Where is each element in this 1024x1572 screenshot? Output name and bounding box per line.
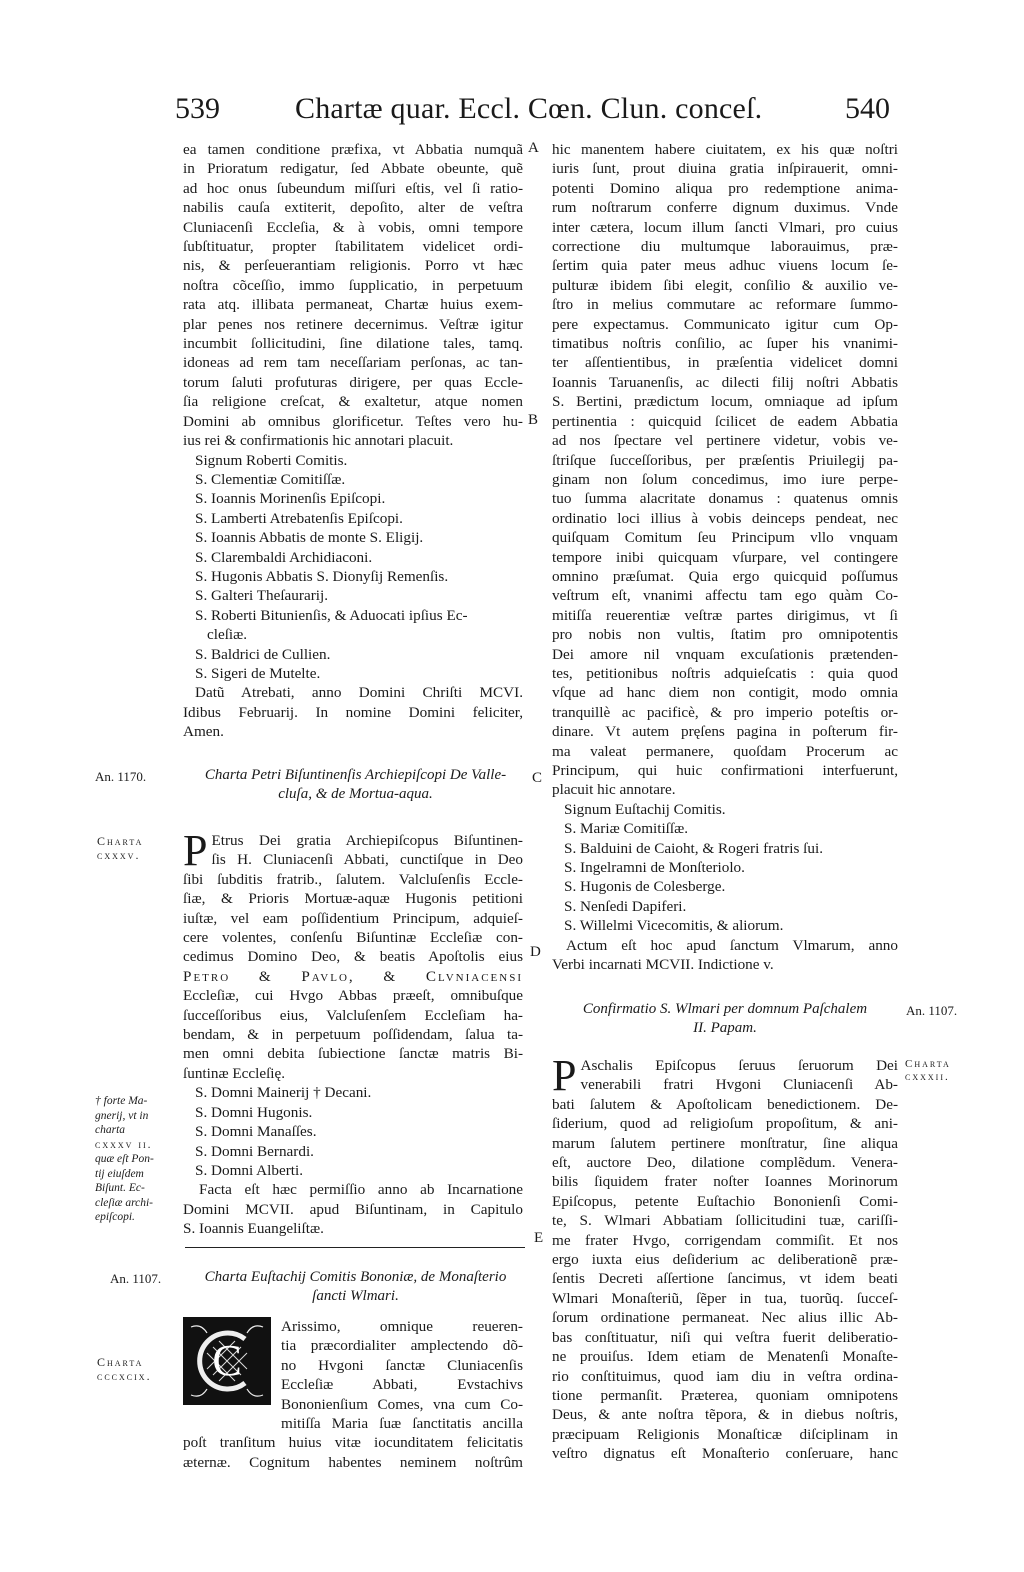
text-line: Eccleſiæ, cui Hvgo Abbas præeſt, omnibuſque: [183, 987, 523, 1005]
witness-line: S. Baldrici de Cullien.: [195, 645, 331, 663]
text-line: ſentis Decreti aſſertione ſancimus, vt idem beati: [552, 1270, 898, 1288]
heading-line: cluſa, & de Mortua-aqua.: [278, 786, 433, 802]
section-marker-c: C: [532, 770, 543, 786]
page-number-left: 539: [175, 92, 220, 125]
witness-line: S. Domni Hugonis.: [195, 1103, 313, 1121]
text-line: in Prioratum redigatur, ſed Abbate obeunte, quẽ: [183, 160, 523, 178]
footnote-line: charta: [95, 1124, 126, 1136]
footnote-line: cleſiæ archi-: [95, 1196, 154, 1209]
text-line: Ioannis Taruanenſis, ac dilecti filij noſtri Abbatis: [552, 373, 898, 391]
text-line: plar penes nos retinere decernimus. Veſtræ igitur: [183, 315, 523, 333]
margin-line: cxxxii.: [905, 1071, 950, 1083]
text-line: ne prouiſus. Idem etiam de Menatenſi Monaſte-: [552, 1348, 898, 1366]
text-line: cedimus Domino Deo, & beatis Apoſtolis eius: [183, 948, 523, 966]
text-line: poſt tranſitum huius vitæ iocunditatem felicitatis: [183, 1434, 523, 1452]
text-line: ſiderium, quod ad religioſum propoſitum, & ani-: [552, 1115, 898, 1133]
text-line: ſtriſque ſucceſſoribus, per præſentis Priuilegij pa-: [552, 451, 898, 469]
witness-line: S. Domni Alberti.: [195, 1161, 304, 1179]
right-paragraph-1: [552, 140, 898, 800]
charter-heading: [183, 1268, 528, 1306]
text-line: rata atq. illibata permaneat, Chartæ huius exem-: [183, 296, 523, 314]
left-paragraph-2: [183, 826, 523, 1239]
text-line: eſt, auctore Deo, dilatione complẽdum. Venera-: [552, 1154, 898, 1172]
text-line: bendam, & in perpetuum poſſidendam, ſalua ta-: [183, 1026, 523, 1044]
text-line: ergo iuxta eius deſiderium ac deliberationẽ præ-: [552, 1251, 898, 1269]
text-line: ter aſſentientibus, in præſentia videlicet domni: [552, 354, 898, 372]
margin-year: An. 1107.: [906, 1003, 958, 1018]
witness-line: S. Domni Manaſſes.: [195, 1123, 317, 1141]
margin-year: An. 1170.: [95, 769, 147, 784]
text-line: quiſquam Comitum ſeu Principum vllo vnquam: [552, 529, 898, 547]
text-line: Principum, qui huic confirmationi interfuerunt,: [552, 762, 898, 779]
footnote-line: cxxxv ii.: [95, 1138, 153, 1151]
footnote-line: quæ eſt Pon-: [95, 1153, 154, 1165]
text-line: omnino præſumat. Quia ergo quicquid poſſumus: [552, 567, 898, 585]
text-line: hic manentem habere ciuitatem, ex his quæ noſtri: [552, 141, 898, 158]
text-line: incumbit ſollicitudini, ſine dilatione tales, tamq.: [183, 335, 523, 353]
text-line: nis, & perſeuerantiam religionis. Porro vt hæc: [183, 257, 523, 275]
witness-line: S. Clarembaldi Archidiaconi.: [195, 548, 373, 566]
text-line: no Hvgoni ſanctæ Cluniacenſis: [281, 1356, 523, 1374]
text-line: ſtro in melius commutare ac reformare ſummo-: [552, 296, 898, 314]
text-line: tranquillè ac pacificè, & pro imperio poteſtis or-: [552, 703, 898, 721]
text-line: me frater Hvgo, corrigendam commiſit. Et nos: [552, 1231, 898, 1249]
footnote-margin: [95, 1094, 180, 1225]
text-line: ſibi ſubditis fratrib., ſalutem. Valcluſenſis Eccle-: [183, 870, 523, 888]
text-line: timatibus noſtris conſilio, ac ſuper his vnanimi-: [552, 335, 898, 353]
text-line: ius rei & confirmationis hic annotari placuit.: [183, 432, 454, 450]
text-line: æternæ. Cognitum habentes neminem noſtrûm: [183, 1453, 523, 1471]
text-line: venerabili fratri Hvgoni Cluniacenſi Ab-: [580, 1076, 898, 1094]
witness-line: S. Mariæ Comitiſſæ.: [564, 820, 689, 838]
margin-line: Charta: [97, 1355, 144, 1369]
text-line: iuſtæ, vel eam poſſidentium Principum, adquieſ-: [183, 909, 523, 927]
text-line: pulturæ ibidem ſibi elegit, conſilio & auxilio ve-: [552, 276, 898, 294]
text-line: Idibus Februarij. In nomine Domini feliciter,: [183, 703, 523, 721]
charta-number-margin: [97, 834, 143, 862]
page-header: [0, 92, 1024, 142]
text-line: vſque ad hanc diem non contigit, modo omnia: [552, 684, 898, 702]
text-line: ſucceſſoribus eius, Valcluſenſem Eccleſiam ha-: [183, 1006, 523, 1024]
text-line: noſtra cõceſſio, immo ſupplicatio, in perpetuum: [183, 276, 523, 294]
witness-list-right: [552, 800, 898, 936]
heading-line: Charta Petri Biſuntinenſis Archiepiſcopi De Valle-: [204, 767, 507, 783]
text-line: potenti Domino aliqua pro redemptione anima-: [552, 179, 898, 197]
witness-line: S. Domni Mainerij † Decani.: [195, 1084, 372, 1102]
text-line: correctione diu multumque laborauimus, præ-: [552, 238, 898, 256]
text-line: torum ſaluti profuturas dirigere, per quas Eccle-: [183, 373, 523, 391]
witness-line: S. Domni Bernardi.: [195, 1142, 314, 1160]
text-line: Aschalis Epiſcopus ſeruus ſeruorum Dei: [580, 1057, 898, 1074]
margin-year: An. 1107.: [110, 1271, 162, 1286]
text-line: Domini MCVII. apud Biſuntinam, in Capitulo: [183, 1200, 523, 1218]
text-line: veſtrum eſt, vnanimi affectu tam ego quàm Co-: [552, 587, 898, 605]
witness-line: S. Galteri Theſaurarij.: [195, 587, 328, 605]
witness-line: cleſiæ.: [207, 626, 248, 644]
witness-line: S. Clementiæ Comitiſſæ.: [195, 470, 346, 488]
text-line: ma valeat permanere, quoſdam Procerum ac: [552, 742, 898, 760]
text-line: ad hoc onus ſubeundum miſſuri eſtis, vel ſi ratio-: [183, 179, 523, 197]
text-line: te, S. Wlmari Abbatiam ſollicitudini tuæ, cariſſi-: [552, 1212, 898, 1230]
heading-line: Charta Euſtachij Comitis Bononiæ, de Monaſterio: [204, 1269, 507, 1285]
text-line: pro nobis non vultis, ſtatim pro omnipotentis: [552, 626, 898, 644]
svg-text:C: C: [212, 1336, 242, 1385]
dating-clause-right: [552, 936, 898, 975]
text-line: S. Ioannis Euangeliſtæ.: [183, 1220, 324, 1238]
heading-line: II. Papam.: [693, 1020, 757, 1036]
text-line: Arissimo, omnique reueren-: [281, 1318, 523, 1335]
text-line: ſertim quia pater meus adhuc viuens locum ſe-: [552, 257, 898, 275]
text-line: Eccleſiæ Abbati, Evstachivs: [281, 1376, 523, 1394]
page-number-right: 540: [845, 92, 890, 125]
footnote-line: gnerij, vt in: [95, 1109, 149, 1122]
text-line: ſuntinæ Eccleſię.: [183, 1064, 286, 1082]
witness-line: S. Ioannis Abbatis de monte S. Eligij.: [195, 529, 424, 547]
text-line: placuit hic annotare.: [552, 781, 676, 799]
text-line: Bononienſium Comes, vna cum Co-: [281, 1395, 523, 1413]
witness-line: S. Sigeri de Mutelte.: [195, 664, 321, 682]
section-marker-d: D: [530, 944, 541, 960]
witness-line: S. Nenſedi Dapiferi.: [564, 897, 687, 915]
dating-clause-1: [183, 683, 523, 741]
margin-line: Charta: [905, 1058, 951, 1070]
text-line: Verbi incarnati MCVII. Indictione v.: [552, 956, 774, 974]
witness-line: S. Balduini de Caioht, & Rogeri fratris ſui.: [564, 839, 824, 857]
witness-line: S. Willelmi Vicecomitis, & aliorum.: [564, 917, 784, 935]
witness-line: S. Hugonis Abbatis S. Dionyſij Remenſis.: [195, 567, 449, 585]
text-line: nabilis cauſa extiterit, depoſito, alter de veſtra: [183, 199, 523, 217]
text-line: dinare. Vt autem pręſens pagina in poſterum fir-: [552, 723, 898, 741]
text-line: S. Bertini, prædictum locum, omniaque ad ipſum: [552, 393, 898, 411]
text-line: Wlmari Monaſteriũ, ſẽper in tua, tuorũq. ſucceſ-: [552, 1289, 898, 1307]
left-paragraph-3: [183, 1317, 523, 1472]
charta-number-margin: [97, 1355, 152, 1383]
text-line: Cluniacenſi Eccleſia, & à vobis, omni tempore: [183, 218, 523, 236]
footnote-line: † forte Ma-: [95, 1095, 148, 1107]
text-line: mitiſſa Maria ſuæ ſanctitatis ancilla: [281, 1415, 523, 1433]
text-line: ea tamen conditione præfixa, vt Abbatia numquã: [183, 141, 523, 158]
witness-line: S. Ioannis Morinenſis Epiſcopi.: [195, 490, 386, 508]
text-line: men omni debita ſubiectione ſanctæ matris Bi-: [183, 1045, 523, 1063]
charter-heading: [183, 766, 528, 804]
text-line: Petro & Pavlo, & Clvniacensi: [183, 967, 523, 985]
witness-line: S. Ingelramni de Monſteriolo.: [564, 859, 745, 877]
margin-line: cxxxv.: [97, 848, 141, 862]
text-line: pertinentia : quicquid ſcilicet de eadem Abbatia: [552, 412, 898, 430]
running-title: Chartæ quar. Eccl. Cœn. Clun. conceſ.: [295, 92, 763, 125]
witness-line: Signum Roberti Comitis.: [195, 451, 348, 469]
text-line: rio conſtituimus, quod iam diu in veſtra ordina-: [552, 1367, 898, 1385]
text-line: ſiæ, & Prioris Mortuæ-aquæ Hugonis petitioni: [183, 890, 523, 908]
text-line: iuris ſunt, prout diuina gratia inſpirauerit, omni-: [552, 160, 898, 178]
witness-line: Signum Euſtachij Comitis.: [564, 800, 726, 818]
text-line: inter cætera, locum illum ſancti Vlmari, pro cuius: [552, 218, 898, 236]
text-line: tia præcordialiter amplectendo dõ-: [281, 1337, 523, 1355]
text-line: ginam non ſolum concedimus, imo iure perpe-: [552, 470, 898, 488]
text-line: Deus, & ante noſtra tẽpora, & in diebus noſtris,: [552, 1406, 898, 1424]
left-column: [183, 140, 523, 742]
section-divider: [185, 1247, 525, 1248]
witness-line: S. Hugonis de Colesberge.: [564, 878, 726, 896]
footnote-line: Biſunt. Ec-: [95, 1182, 145, 1194]
right-paragraph-2: [552, 1051, 898, 1464]
text-line: ſia religione creſcat, & exaltetur, atque nomen: [183, 393, 523, 411]
left-paragraph-1: [183, 140, 523, 451]
charta-number-margin: [905, 1058, 951, 1084]
text-line: Epiſcopus, petente Euſtachio Bononienſi Comi-: [552, 1192, 898, 1210]
text-line: ſorum ordinatione permaneat. Nec alius illic Ab-: [552, 1309, 898, 1327]
witness-list-1: [183, 451, 523, 684]
text-line: Etrus Dei gratia Archiepiſcopus Biſuntinen-: [211, 832, 523, 849]
text-line: bas conſtituatur, niſi qui veſtra fuerit deliberatio-: [552, 1328, 898, 1346]
text-line: marum ſalutem pertinere monſtratur, ſine aliqua: [552, 1134, 898, 1152]
text-line: tempore inibi quicquam vſurpare, vel contingere: [552, 548, 898, 566]
text-line: Actum eſt hoc apud ſanctum Vlmarum, anno: [566, 936, 898, 954]
heading-line: Confirmatio S. Wlmari per domnum Paſchalem: [582, 1001, 868, 1017]
text-line: mitiſſa reuerentiæ veſtræ partes dirigimus, vt ſi: [552, 606, 898, 624]
text-line: Facta eſt hæc permiſſio anno ab Incarnatione: [199, 1181, 523, 1199]
text-line: bilis ſiquidem frater noſter Ioannes Morinorum: [552, 1173, 898, 1191]
text-line: tes, petitionibus noſtris adquieſcatis : quia quod: [552, 664, 898, 682]
text-line: rum noſtrarum conferre dignum duximus. Vnde: [552, 199, 898, 217]
witness-line: S. Lamberti Atrebatenſis Epiſcopi.: [195, 509, 403, 527]
text-line: ordinatio loci illius à vobis deinceps pendeat, nec: [552, 509, 898, 527]
text-line: ſubſtituatur, propter ſtabilitatem videlicet ordi-: [183, 238, 523, 256]
text-line: cere volentes, conſenſu Biſuntinæ Eccleſiæ con-: [183, 929, 523, 947]
text-line: Datũ Atrebati, anno Domini Chriſti MCVI.: [195, 684, 523, 702]
footnote-line: tij eiuſdem: [95, 1167, 144, 1180]
text-line: Dei amore nil vnquam excuſationis prætenden-: [552, 645, 898, 663]
witness-line: S. Roberti Bitunienſis, & Aduocati ipſius Ec-: [195, 606, 468, 624]
drop-cap: P: [183, 826, 208, 875]
text-line: Amen.: [183, 723, 224, 741]
text-line: idoneas ad rem tam neceſſariam perſonas, ac tan-: [183, 354, 523, 372]
text-line: præcipuam Religionis Monaſticæ diſciplinam in: [552, 1425, 898, 1443]
text-line: Domini ab omnibus glorificetur. Teſtes vero hu-: [183, 412, 523, 430]
text-line: tione permanſit. Præterea, quoniam omnipotens: [552, 1386, 898, 1404]
right-column: [552, 140, 898, 974]
text-line: ſis H. Cluniacenſi Abbati, cunctiſque in Deo: [211, 851, 523, 869]
footnote-line: epiſcopi.: [95, 1211, 135, 1223]
text-line: ad nos ſpectare vel pertinere videtur, vobis ve-: [552, 432, 898, 450]
charter-heading: [552, 1000, 898, 1038]
margin-line: cccxcix.: [97, 1369, 152, 1383]
text-line: veſtro dignatus eſt Monaſterio conſeruare, hanc: [552, 1445, 898, 1463]
margin-line: Charta: [97, 834, 144, 848]
text-line: bati ſalutem & Apoſtolicam benedictionem. De-: [552, 1095, 898, 1113]
section-marker-b: B: [528, 412, 539, 428]
section-marker-a: A: [528, 140, 539, 156]
text-line: pere expectamus. Communicato igitur cum Op-: [552, 315, 898, 333]
section-marker-e: E: [534, 1230, 544, 1246]
text-line: tuo ſumma alacritate donamus : quatenus omnis: [552, 490, 898, 508]
heading-line: ſancti Wlmari.: [312, 1288, 399, 1304]
drop-cap: P: [552, 1051, 577, 1100]
